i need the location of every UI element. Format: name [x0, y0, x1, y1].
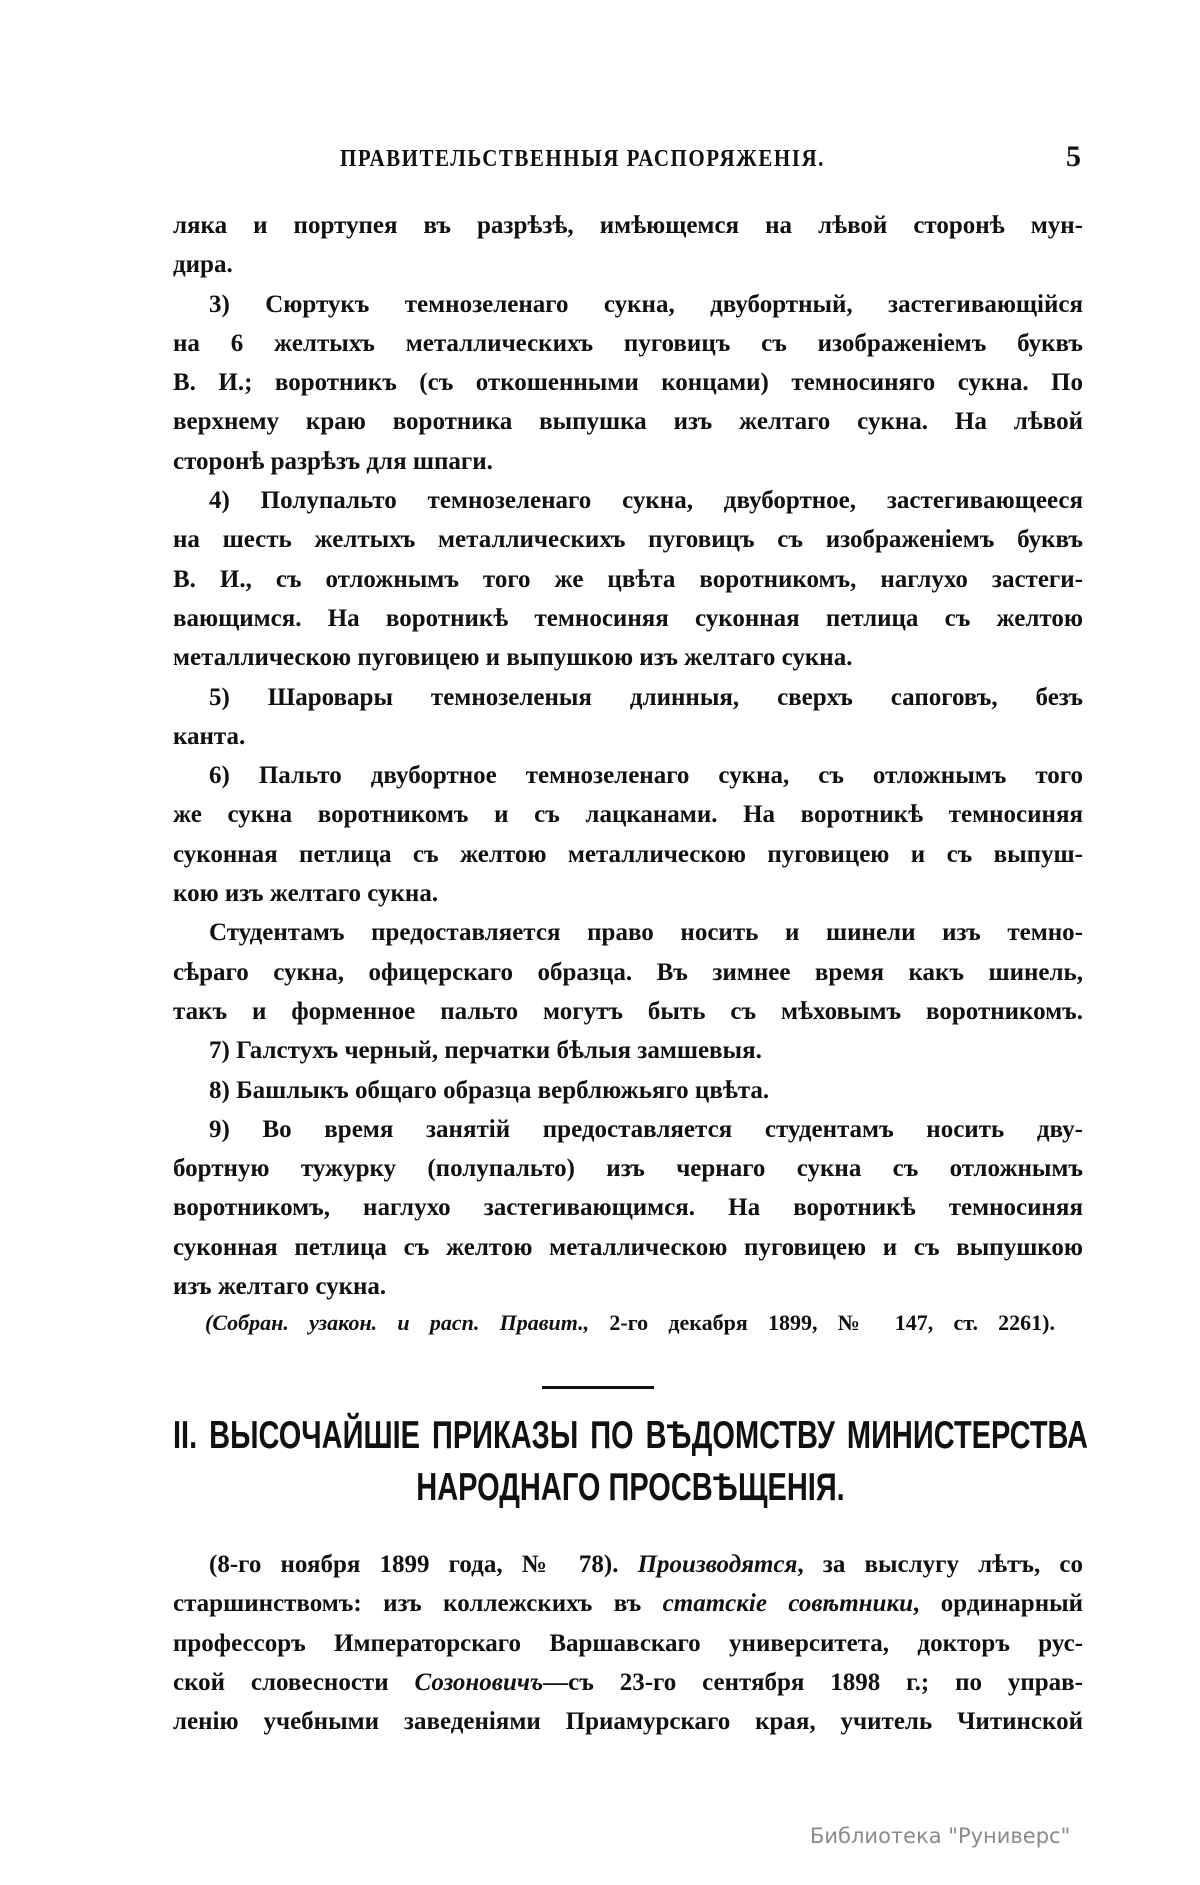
text-line	[173, 442, 1083, 481]
text-line	[173, 756, 1083, 795]
text-segment: Студентамъ предоставляется право носить и шинели изъ темно-	[209, 919, 1083, 947]
text-line	[173, 678, 1083, 717]
text-segment: вающимся. На воротникѣ темносиняя суконная петлица съ желтою	[173, 604, 1083, 632]
text-line	[173, 402, 1083, 441]
library-watermark: Библиотека "Руниверс"	[810, 1824, 1071, 1848]
text-line	[173, 206, 1083, 245]
text-line	[173, 953, 1083, 992]
text-line	[173, 835, 1083, 874]
text-segment: В. И.; воротникъ (съ откошенными концами) темносиняго сукна. По	[173, 369, 1083, 397]
text-segment: старшинствомъ: изъ коллежскихъ въ	[173, 1590, 663, 1618]
section-heading-line2: НАРОДНАГО ПРОСВѢЩЕНІЯ.	[416, 1466, 845, 1510]
text-line	[173, 245, 1083, 284]
text-line	[173, 1188, 1083, 1227]
body-text	[173, 206, 1083, 1306]
text-line	[173, 285, 1083, 324]
text-line	[173, 1149, 1083, 1188]
section-heading-line1: II. ВЫСОЧАЙШІЕ ПРИКАЗЫ ПО ВѢДОМСТВУ МИНИСТЕРСТВА	[173, 1414, 1088, 1458]
text-segment: на 6 желтыхъ металлическихъ пуговицъ съ изображеніемъ буквъ	[173, 329, 1083, 357]
page-number: 5	[1066, 140, 1081, 173]
text-segment: же сукна воротникомъ и съ лацканами. На воротникѣ темносиняя	[173, 801, 1083, 829]
text-line	[173, 717, 1083, 756]
text-segment: 8) Башлыкъ общаго образца верблюжьяго цвѣта.	[209, 1076, 770, 1104]
text-segment: , ординарный	[913, 1590, 1084, 1618]
text-segment: такъ и форменное пальто могутъ быть съ мѣховымъ воротникомъ.	[173, 997, 1083, 1025]
text-segment: В. И., съ отложнымъ того же цвѣта воротникомъ, наглухо застеги-	[173, 565, 1083, 593]
text-line	[173, 1584, 1083, 1623]
text-line	[173, 599, 1083, 638]
text-segment: кою изъ желтаго сукна.	[173, 880, 439, 908]
text-segment: дира.	[173, 251, 233, 279]
text-segment: 7) Галстухъ черный, перчатки бѣлыя замшевыя.	[209, 1037, 762, 1065]
text-line	[173, 1071, 1083, 1110]
text-line	[173, 795, 1083, 834]
text-line	[173, 481, 1083, 520]
text-line	[173, 1545, 1083, 1584]
text-segment: ской словесности	[173, 1668, 415, 1696]
text-segment: 3) Сюртукъ темнозеленаго сукна, двубортный, застегивающійся	[209, 290, 1083, 318]
text-segment: на шесть желтыхъ металлическихъ пуговицъ съ изображеніемъ буквъ	[173, 526, 1083, 554]
text-line	[173, 560, 1083, 599]
text-line	[173, 1663, 1083, 1702]
text-segment: ленію учебными заведеніями Приамурскаго края, учитель Читинской	[173, 1708, 1083, 1736]
text-line	[173, 1031, 1083, 1070]
text-segment: ляка и портупея въ разрѣзѣ, имѣющемся на лѣвой сторонѣ мун-	[173, 212, 1083, 239]
text-line	[173, 992, 1083, 1031]
section-text	[173, 1545, 1083, 1741]
text-segment: , за выслугу лѣтъ, со	[797, 1551, 1083, 1578]
text-segment: бортную тужурку (полупальто) изъ чернаго сукна съ отложнымъ	[173, 1155, 1083, 1183]
text-segment: сторонѣ разрѣзъ для шпаги.	[173, 447, 493, 475]
text-line	[173, 1702, 1083, 1741]
text-segment: изъ желтаго сукна.	[173, 1273, 387, 1301]
text-segment: 6) Пальто двубортное темнозеленаго сукна, съ отложнымъ того	[209, 762, 1083, 790]
citation	[205, 1310, 1055, 1336]
text-line	[173, 638, 1083, 677]
text-segment: 9) Во время занятій предоставляется студентамъ носить дву-	[209, 1115, 1083, 1143]
text-segment: (8-го ноября 1899 года, № 78).	[209, 1551, 638, 1578]
text-segment: суконная петлица съ желтою металлическою пуговицею и съ выпушкою	[173, 1233, 1083, 1261]
text-line	[173, 874, 1083, 913]
text-segment: 5) Шаровары темнозеленыя длинныя, сверхъ сапоговъ, безъ	[209, 683, 1083, 711]
text-segment: профессоръ Императорскаго Варшавскаго университета, докторъ рус-	[173, 1629, 1083, 1657]
text-segment: сѣраго сукна, офицерскаго образца. Въ зимнее время какъ шинель,	[173, 958, 1083, 986]
text-line	[173, 913, 1083, 952]
italic-text: статскіе совѣтники	[662, 1590, 914, 1618]
text-segment: канта.	[173, 722, 246, 750]
citation-source: (Собран. узакон. и расп. Правит.,	[205, 1310, 590, 1335]
text-segment: суконная петлица съ желтою металлическою пуговицею и съ выпуш-	[173, 840, 1083, 868]
section-divider	[542, 1386, 654, 1389]
text-segment: —съ 23-го сентября 1898 г.; по управ-	[543, 1668, 1083, 1696]
text-line	[173, 363, 1083, 402]
text-segment: металлическою пуговицею и выпушкою изъ желтаго сукна.	[173, 644, 853, 672]
italic-text: Производятся	[637, 1551, 798, 1578]
running-title: ПРАВИТЕЛЬСТВЕННЫЯ РАСПОРЯЖЕНІЯ.	[340, 144, 825, 172]
text-line	[173, 1624, 1083, 1663]
text-line	[173, 520, 1083, 559]
italic-text: Созоновичъ	[414, 1668, 544, 1696]
text-line	[173, 1228, 1083, 1267]
text-segment: 4) Полупальто темнозеленаго сукна, двубортное, застегивающееся	[209, 487, 1083, 515]
text-segment: верхнему краю воротника выпушка изъ желтаго сукна. На лѣвой	[173, 408, 1083, 436]
text-segment: воротникомъ, наглухо застегивающимся. На воротникѣ темносиняя	[173, 1194, 1083, 1222]
citation-date: 2-го декабря 1899, № 147, ст. 2261).	[609, 1310, 1055, 1335]
text-line	[173, 1110, 1083, 1149]
text-line	[173, 1267, 1083, 1306]
text-line	[173, 324, 1083, 363]
